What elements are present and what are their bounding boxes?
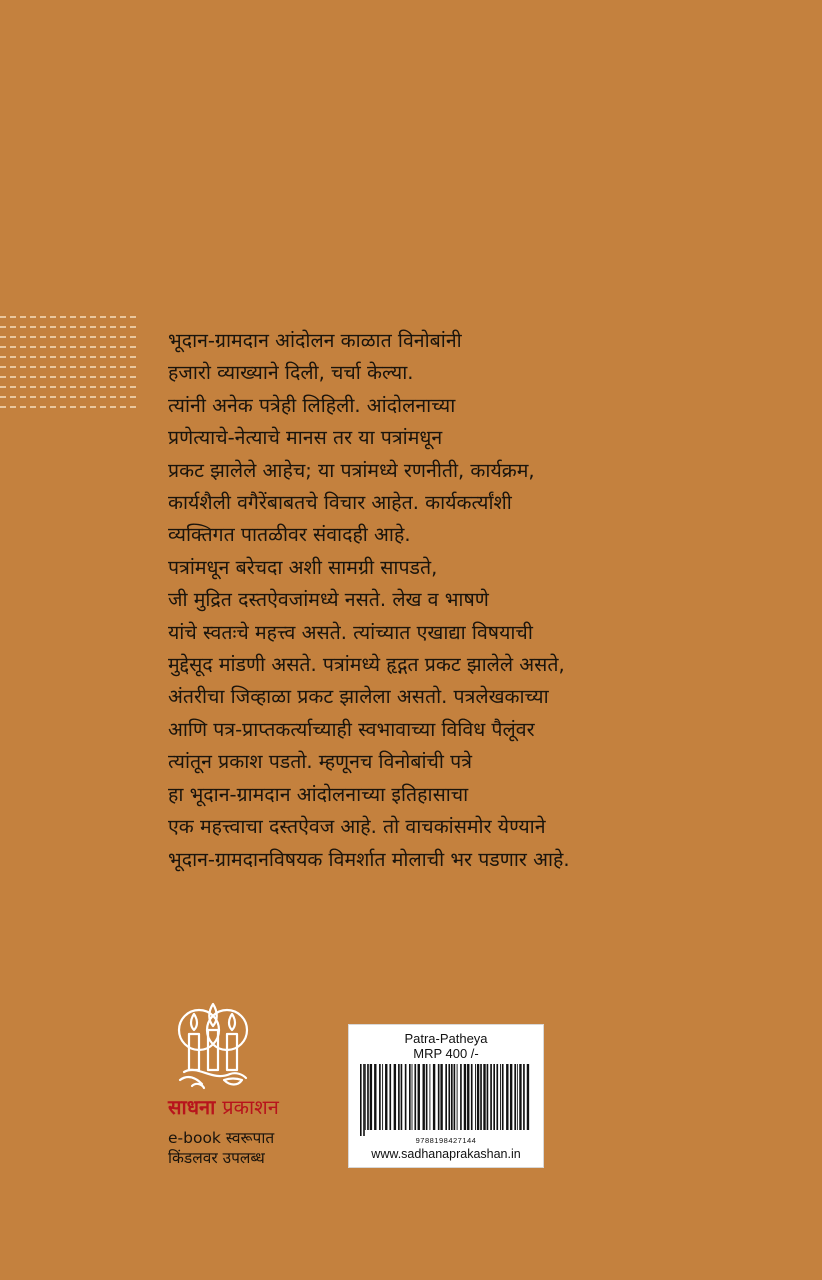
barcode-icon	[358, 1064, 536, 1136]
blurb-line: भूदान-ग्रामदान आंदोलन काळात विनोबांनी	[168, 329, 462, 352]
blurb-line: अंतरीचा जिव्हाळा प्रकट झालेला असतो. पत्रलेखकाच्या	[168, 685, 549, 709]
blurb-line: त्यांनी अनेक पत्रेही लिहिली. आंदोलनाच्या	[168, 393, 456, 417]
publisher-name-thin: प्रकाशन	[222, 1095, 279, 1119]
back-cover-blurb	[168, 325, 808, 876]
blurb-line: प्रणेत्याचे-नेत्याचे मानस तर या पत्रांमधून	[168, 426, 443, 450]
blurb-line: कार्यशैली वगैरेंबाबतचे विचार आहेत. कार्यकर्त्यांशी	[168, 491, 512, 515]
blurb-line: व्यक्तिगत पातळीवर संवादही आहे.	[168, 523, 411, 547]
blurb-line: हा भूदान-ग्रामदान आंदोलनाच्या इतिहासाचा	[168, 782, 469, 806]
blurb-line: यांचे स्वतःचे महत्त्व असते. त्यांच्यात एखाद्या विषयाची	[168, 620, 533, 644]
blurb-line: प्रकट झालेले आहेच; या पत्रांमध्ये रणनीती, कार्यक्रम,	[168, 458, 535, 482]
ebook-availability	[168, 1128, 274, 1168]
publisher-name	[168, 1093, 279, 1120]
barcode-box	[348, 1024, 544, 1168]
blurb-line: आणि पत्र-प्राप्तकर्त्याच्याही स्वभावाच्या विविध पैलूंवर	[168, 717, 535, 741]
blurb-line: एक महत्त्वाचा दस्तऐवज आहे. तो वाचकांसमोर येण्याने	[168, 815, 546, 839]
blurb-line: त्यांतून प्रकाश पडतो. म्हणूनच विनोबांची पत्रे	[168, 750, 472, 774]
blurb-line: भूदान-ग्रामदानविषयक विमर्शात मोलाची भर पडणार आहे.	[168, 847, 570, 871]
blurb-line: जी मुद्रित दस्तऐवजांमध्ये नसते. लेख व भाषणे	[168, 588, 489, 612]
blurb-line: मुद्देसूद मांडणी असते. पत्रांमध्ये हृद्गत प्रकट झालेले असते,	[168, 653, 565, 677]
publisher-name-bold: साधना	[168, 1095, 216, 1119]
blurb-line: पत्रांमधून बरेचदा अशी सामग्री सापडते,	[168, 555, 438, 579]
candles-logo-icon	[172, 1000, 254, 1092]
publisher-website: www.sadhanaprakashan.in	[371, 1147, 521, 1161]
price-label: MRP 400 /-	[413, 1046, 479, 1061]
ebook-line-1: e-book स्वरूपात	[168, 1129, 275, 1147]
blurb-line: हजारो व्याख्याने दिली, चर्चा केल्या.	[168, 361, 414, 385]
ebook-line-2: किंडलवर उपलब्ध	[168, 1149, 265, 1167]
isbn-number: 9788198427144	[415, 1136, 477, 1145]
book-title-label: Patra-Patheya	[404, 1031, 488, 1046]
